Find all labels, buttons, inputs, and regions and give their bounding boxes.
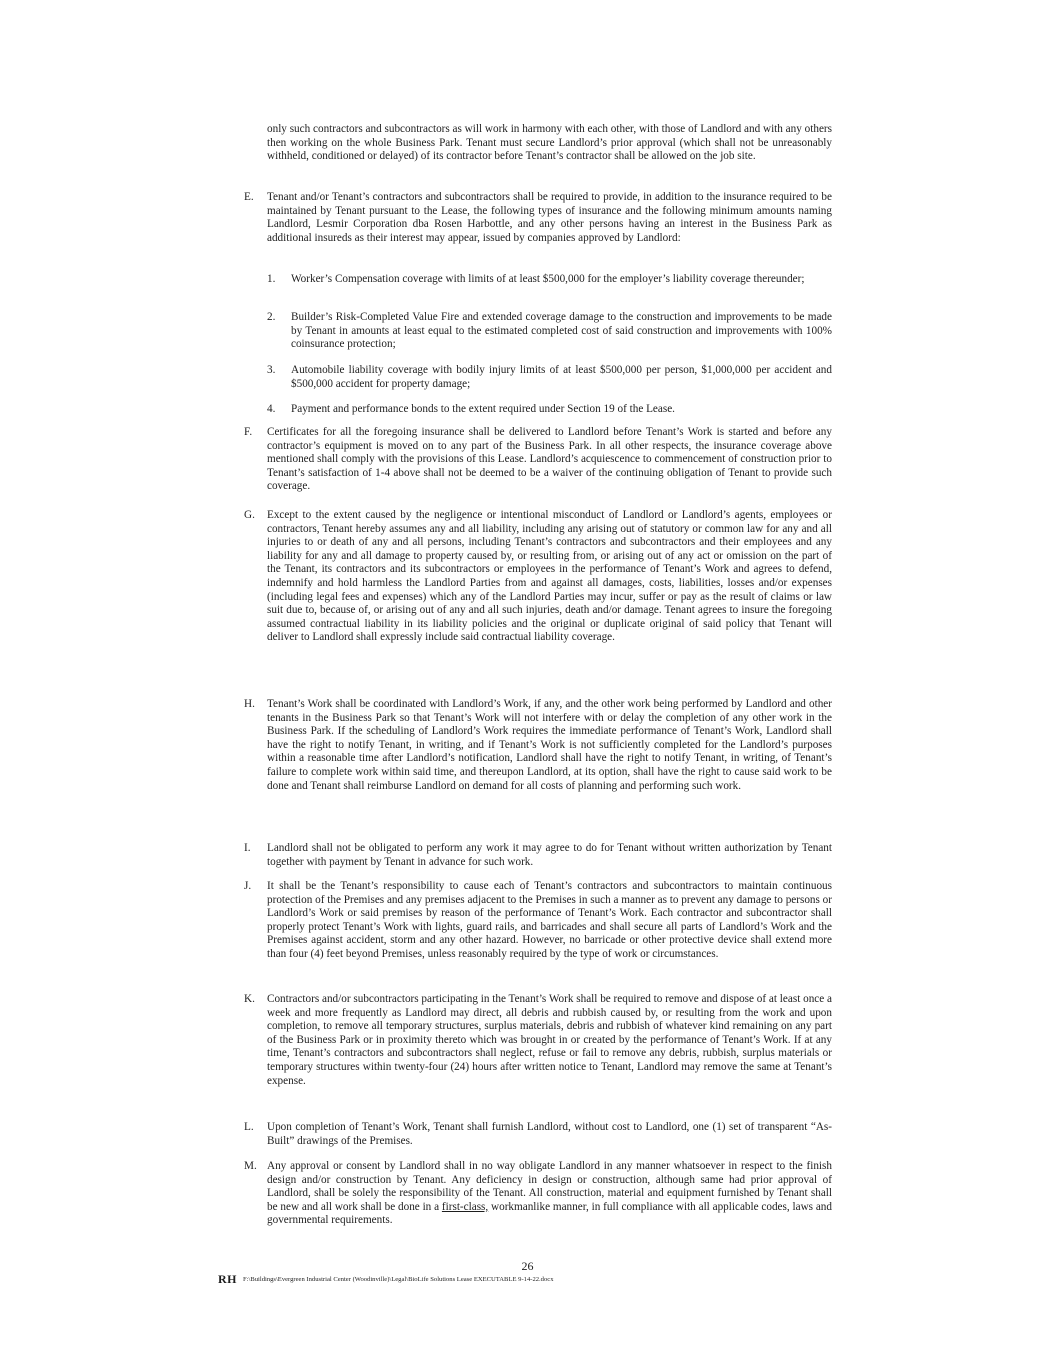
section-text: It shall be the Tenant’s responsibility to cause each of Tenant’s contractors and subcontractors to maintain continuous protection of the Premises and any premises adjacent to the Premises in such a manner as to prevent any damage to persons or Landlord’s Work or said premises by reason of the performance of Tenant’s Work. Each contractor and subcontractor shall properly protect Tenant’s Work with lights, guard rails, and barricades and shall secure all parts of Landlord’s Work and the Premises against accident, storm and any other hazard. However, no barricade or other protective device shall extend more than four (4) feet beyond Premises, unless reasonably required by the type of work or circumstances. <box>267 880 832 960</box>
section-text-after: workmanlike manner, in full compliance with all applicable codes, laws and governmental requirements. <box>267 1200 832 1227</box>
item-text: Worker’s Compensation coverage with limits of at least $500,000 for the employer’s liability coverage thereunder; <box>291 273 805 285</box>
initials: RH <box>218 1272 237 1286</box>
section-text-before: Any approval or consent by Landlord shall in no way obligate Landlord in any manner whatsoever in respect to the finish design and/or construction by Tenant. Any deficiency in design or construction, although same had prior approval of Landlord, shall be solely the responsibility of the Tenant. All construction, material and equipment furnished by Tenant shall be new and all work shall be done in a <box>267 1160 832 1213</box>
section-text: Upon completion of Tenant’s Work, Tenant shall furnish Landlord, without cost to Landlord, one (1) set of transparent “As-Built” drawings of the Premises. <box>267 1121 832 1147</box>
file-path: F:\Buildings\Evergreen Industrial Center (Woodinville)\Legal\BioLife Solutions Lease EXECUTABLE 9-14-22.docx <box>243 1276 554 1283</box>
section-text: Except to the extent caused by the negligence or intentional misconduct of Landlord or Landlord’s agents, employees or contractors, Tenant hereby assumes any and all liability, including any arising out of statutory or common law for any and all injuries to or death of any and all persons, including Tenant’s contractors and subcontractors and their employees and any liability for any and all damage to property caused by, or resulting from, or arising out of any act or omission on the part of the Tenant, its contractors and its subcontractors or employees in the performance of Tenant’s Work and agrees to defend, indemnify and hold harmless the Landlord Parties from and against all damages, costs, liabilities, losses and/or expenses (including legal fees and expenses) which any of the Landlord Parties may incur, suffer or pay as the result of claims or law suit due to, because of, or arising out of any and all such injuries, death and/or damage. Tenant agrees to insure the foregoing assumed contractual liability in its liability policies and the original or duplicate original of said policy that Tenant will deliver to Landlord shall expressly include said contractual liability coverage. <box>267 509 832 644</box>
section-letter: H. <box>244 698 255 710</box>
section-text: Tenant’s Work shall be coordinated with Landlord’s Work, if any, and the other work being performed by Landlord and other tenants in the Business Park so that Tenant’s Work will not interfere with or delay the completion of any other work in the Business Park. If the scheduling of Landlord’s Work requires the immediate performance of Tenant’s Work, Landlord shall have the right to notify Tenant, in writing, and if Tenant’s Work is not sufficiently completed for the Landlord’s purposes within a reasonable time after Landlord’s notification, Landlord shall have the right to notify Tenant, in writing, of Tenant’s failure to complete work within said time, and thereupon Landlord, at its option, shall have the right to cause said work to be done and Tenant shall reimburse Landlord on demand for all costs of planning and performing such work. <box>267 698 832 792</box>
section-text: Landlord shall not be obligated to perform any work it may agree to do for Tenant without written authorization by Tenant together with payment by Tenant in advance for such work. <box>267 842 832 868</box>
section-text: Contractors and/or subcontractors participating in the Tenant’s Work shall be required to remove and dispose of at least once a week and more frequently as Landlord may direct, all debris and rubbish caused by, or resulting from the work and upon completion, to remove all temporary structures, surplus materials, debris and rubbish of whatever kind remaining on any part of the Business Park or in proximity thereto which was brought in or created by the performance of Tenant’s Work. If at any time, Tenant’s contractors and subcontractors shall neglect, refuse or fail to remove any debris, rubbish, surplus materials or temporary structures within twenty-four (24) hours after written notice to Tenant, Landlord may remove the same at Tenant’s expense. <box>267 993 832 1087</box>
underlined-text: first-class, <box>441 1200 489 1213</box>
item-number: 1. <box>267 273 276 285</box>
section-text: Certificates for all the foregoing insurance shall be delivered to Landlord before Tenant’s Work is started and before any contractor’s equipment is moved on to any part of the Business Park. In all other respects, the insurance coverage above mentioned shall comply with the provisions of this Lease. Landlord’s acquiescence to commencement of construction prior to Tenant’s satisfaction of 1-4 above shall not be deemed to be a waiver of the continuing obligation of Tenant to provide such coverage. <box>267 426 832 493</box>
section-text: Tenant and/or Tenant’s contractors and subcontractors shall be required to provide, in addition to the insurance required to be maintained by Tenant pursuant to the Lease, the following types of insurance and the following minimum amounts naming Landlord, Lesmir Corporation dba Rosen Harbottle, and any other persons having an interest in the Business Park as additional insureds as their interest may appear, issued by companies approved by Landlord: <box>267 191 832 244</box>
page-number: 26 <box>521 1259 534 1273</box>
item-number: 4. <box>267 403 276 415</box>
section-letter: M. <box>244 1160 257 1172</box>
item-text: Automobile liability coverage with bodily injury limits of at least $500,000 per person, $1,000,000 per accident and $500,000 accident for property damage; <box>291 364 832 390</box>
item-number: 2. <box>267 311 276 323</box>
item-text: Payment and performance bonds to the extent required under Section 19 of the Lease. <box>291 403 675 415</box>
section-letter: J. <box>244 880 252 892</box>
item-text: Builder’s Risk-Completed Value Fire and extended coverage damage to the construction and improvements to be made by Tenant in amounts at least equal to the estimated completed cost of said construction and improvements with 100% coinsurance protection; <box>291 311 832 351</box>
section-letter: K. <box>244 993 255 1005</box>
intro-paragraph: only such contractors and subcontractors as will work in harmony with each other, with those of Landlord and with any others then working on the whole Business Park. Tenant must secure Landlord’s prior approval (which shall not be unreasonably withheld, conditioned or delayed) of its contractor before Tenant’s contractor shall be allowed on the job site. <box>267 123 832 163</box>
item-number: 3. <box>267 364 276 376</box>
section-text <box>267 1160 832 1228</box>
section-letter: E. <box>244 191 254 203</box>
section-letter: F. <box>244 426 253 438</box>
section-letter: I. <box>244 842 251 854</box>
section-letter: G. <box>244 509 255 521</box>
section-letter: L. <box>244 1121 254 1133</box>
